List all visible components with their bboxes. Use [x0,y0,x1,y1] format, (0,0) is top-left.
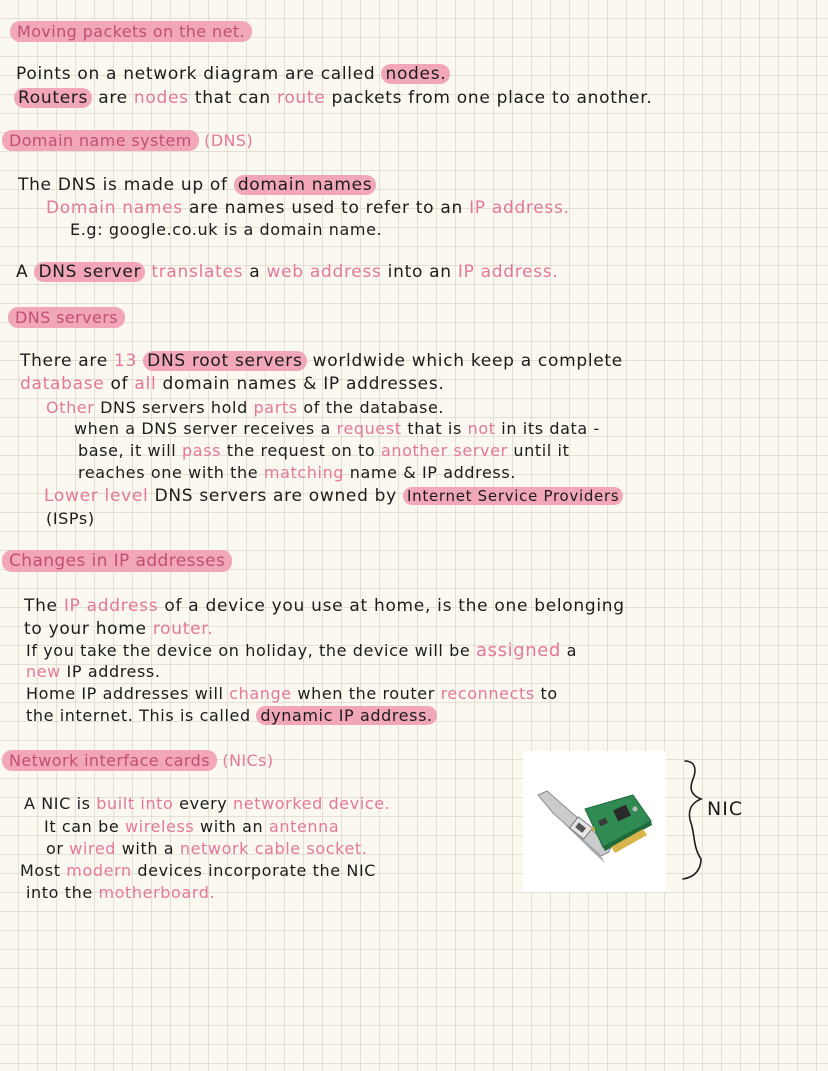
line: (ISPs) [46,509,95,528]
line: E.g: google.co.uk is a domain name. [70,220,383,239]
line: Most modern devices incorporate the NIC [20,861,377,880]
heading-moving-packets: Moving packets on the net. [10,24,252,40]
network-card-icon [523,751,666,892]
line: the internet. This is called dynamic IP address. [26,708,437,724]
line: A NIC is built into every networked device. [24,794,391,813]
line: There are 13 DNS root servers worldwide which keep a complete [20,351,623,371]
heading-domain-name-system: Domain name system (DNS) [2,133,253,149]
heading-network-interface-cards: Network interface cards (NICs) [2,753,274,769]
line: base, it will pass the request on to another server until it [78,441,570,460]
heading-dns-servers: DNS servers [8,310,125,326]
nic-label: NIC [707,798,744,820]
curly-brace-icon [671,755,711,885]
line: Points on a network diagram are called nodes. [16,66,450,83]
line: Routers are nodes that can route packets from one place to another. [14,90,652,107]
heading-changes-in-ip-addresses: Changes in IP addresses [2,553,232,570]
line: If you take the device on holiday, the device will be assigned a [26,640,578,661]
line: Home IP addresses will change when the router reconnects to [26,684,558,703]
line: A DNS server translates a web address into an IP address. [16,262,559,282]
network-card-image [523,751,666,892]
line: The IP address of a device you use at home, is the one belonging [24,596,625,616]
line: It can be wireless with an antenna [44,817,340,836]
line: Lower level DNS servers are owned by Internet Service Providers [44,488,623,505]
line: new IP address. [26,662,161,681]
line: to your home router. [24,619,214,639]
line: into the motherboard. [26,883,216,902]
line: when a DNS server receives a request that is not in its data - [74,419,600,438]
line: or wired with a network cable socket. [46,839,368,858]
line: The DNS is made up of domain names [18,177,376,194]
line: Other DNS servers hold parts of the database. [46,398,445,417]
line: Domain names are names used to refer to an IP address. [46,198,570,218]
line: database of all domain names & IP addresses. [20,374,445,394]
line: reaches one with the matching name & IP address. [78,463,516,482]
